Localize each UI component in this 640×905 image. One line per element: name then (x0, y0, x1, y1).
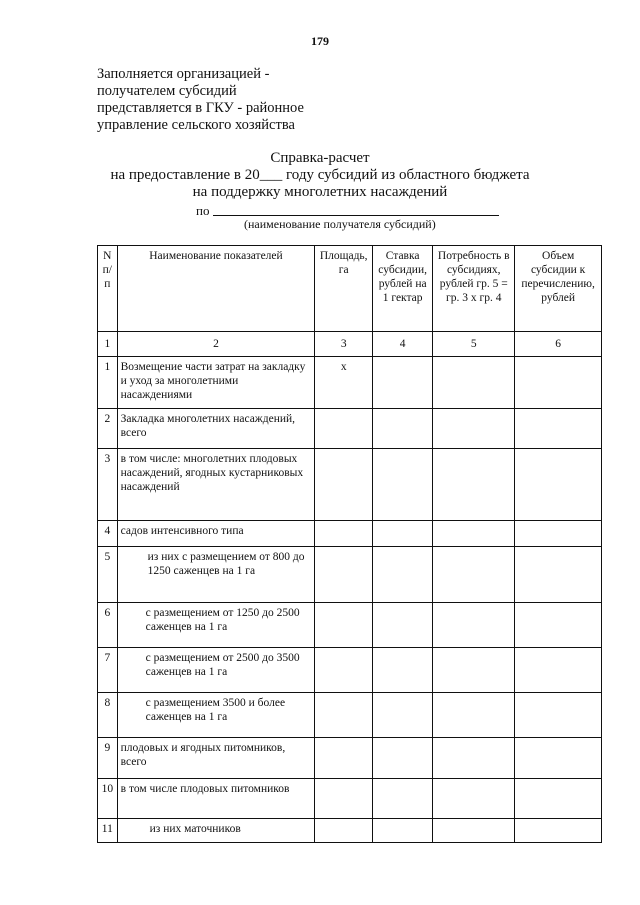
row-area: х (315, 357, 373, 409)
row-amount (515, 357, 602, 409)
header-cell-need: Потребность в субсидиях, рублей гр. 5 = гр. 3 х гр. 4 (433, 246, 515, 332)
row-area (315, 693, 373, 738)
row-amount (515, 547, 602, 603)
table-row (98, 819, 602, 843)
row-need (433, 603, 515, 648)
row-area (315, 547, 373, 603)
row-area (315, 648, 373, 693)
document-title (0, 150, 640, 201)
row-need (433, 693, 515, 738)
column-number-row (98, 332, 602, 357)
subsidy-table (97, 245, 602, 843)
row-area (315, 409, 373, 449)
title-line-3: на поддержку многолетних насаждений (192, 184, 448, 200)
row-rate (373, 603, 433, 648)
row-number: 8 (98, 693, 118, 738)
row-rate (373, 648, 433, 693)
table-header-row (98, 246, 602, 332)
row-amount (515, 819, 602, 843)
header-note-line: представляется в ГКУ - районное (97, 100, 304, 116)
column-number: 5 (433, 332, 515, 357)
title-line-1: Справка-расчет (270, 150, 370, 166)
table-row (98, 648, 602, 693)
table-row (98, 409, 602, 449)
header-cell-rate: Ставка субсидии, рублей на 1 гектар (373, 246, 433, 332)
row-name: садов интенсивного типа (117, 521, 315, 547)
column-number: 6 (515, 332, 602, 357)
row-name: из них с размещением от 800 до 1250 саженцев на 1 га (117, 547, 315, 603)
row-name: в том числе: многолетних плодовых насаждений, ягодных кустарниковых насаждений (117, 449, 315, 521)
row-number: 3 (98, 449, 118, 521)
table-row (98, 357, 602, 409)
row-name: с размещением 3500 и более саженцев на 1 га (117, 693, 315, 738)
row-area (315, 819, 373, 843)
row-area (315, 449, 373, 521)
row-number: 1 (98, 357, 118, 409)
row-need (433, 449, 515, 521)
row-name: в том числе плодовых питомников (117, 779, 315, 819)
row-area (315, 779, 373, 819)
row-number: 7 (98, 648, 118, 693)
row-number: 4 (98, 521, 118, 547)
row-number: 6 (98, 603, 118, 648)
column-number: 3 (315, 332, 373, 357)
row-rate (373, 449, 433, 521)
row-number: 5 (98, 547, 118, 603)
row-rate (373, 819, 433, 843)
row-name: из них маточников (117, 819, 315, 843)
header-cell-name: Наименование показателей (117, 246, 315, 332)
table-row (98, 738, 602, 779)
recipient-caption: (наименование получателя субсидий) (244, 217, 436, 231)
row-need (433, 357, 515, 409)
row-name: с размещением от 1250 до 2500 саженцев на 1 га (117, 603, 315, 648)
header-cell-num: N п/п (98, 246, 118, 332)
header-cell-amount: Объем субсидии к перечислению, рублей (515, 246, 602, 332)
row-number: 9 (98, 738, 118, 779)
row-rate (373, 409, 433, 449)
header-note-line: управление сельского хозяйства (97, 117, 295, 133)
column-number: 1 (98, 332, 118, 357)
row-number: 11 (98, 819, 118, 843)
row-rate (373, 779, 433, 819)
table-row (98, 521, 602, 547)
row-area (315, 603, 373, 648)
row-rate (373, 547, 433, 603)
row-need (433, 738, 515, 779)
row-name: Закладка многолетних насаждений, всего (117, 409, 315, 449)
table-row (98, 547, 602, 603)
row-amount (515, 738, 602, 779)
row-rate (373, 357, 433, 409)
row-amount (515, 449, 602, 521)
row-number: 2 (98, 409, 118, 449)
title-line-2: на предоставление в 20___ году субсидий из областного бюджета (110, 167, 530, 183)
column-number: 2 (117, 332, 315, 357)
recipient-prefix: по (196, 203, 210, 218)
recipient-fill-line (213, 215, 499, 216)
row-area (315, 738, 373, 779)
row-name: с размещением от 2500 до 3500 саженцев на 1 га (117, 648, 315, 693)
row-rate (373, 521, 433, 547)
header-note-line: Заполняется организацией - (97, 66, 270, 82)
header-cell-area: Площадь, га (315, 246, 373, 332)
row-rate (373, 738, 433, 779)
row-number: 10 (98, 779, 118, 819)
table-row (98, 779, 602, 819)
row-amount (515, 521, 602, 547)
row-need (433, 779, 515, 819)
row-area (315, 521, 373, 547)
row-need (433, 547, 515, 603)
row-amount (515, 648, 602, 693)
row-rate (373, 693, 433, 738)
row-need (433, 409, 515, 449)
row-need (433, 819, 515, 843)
table-row (98, 603, 602, 648)
row-need (433, 648, 515, 693)
header-note-line: получателем субсидий (97, 83, 237, 99)
row-amount (515, 779, 602, 819)
table-row (98, 449, 602, 521)
row-need (433, 521, 515, 547)
row-name: Возмещение части затрат на закладку и уход за многолетними насаждениями (117, 357, 315, 409)
table-row (98, 693, 602, 738)
column-number: 4 (373, 332, 433, 357)
page-number: 179 (311, 34, 329, 48)
header-note (97, 66, 304, 134)
row-amount (515, 603, 602, 648)
row-amount (515, 409, 602, 449)
row-name: плодовых и ягодных питомников, всего (117, 738, 315, 779)
row-amount (515, 693, 602, 738)
